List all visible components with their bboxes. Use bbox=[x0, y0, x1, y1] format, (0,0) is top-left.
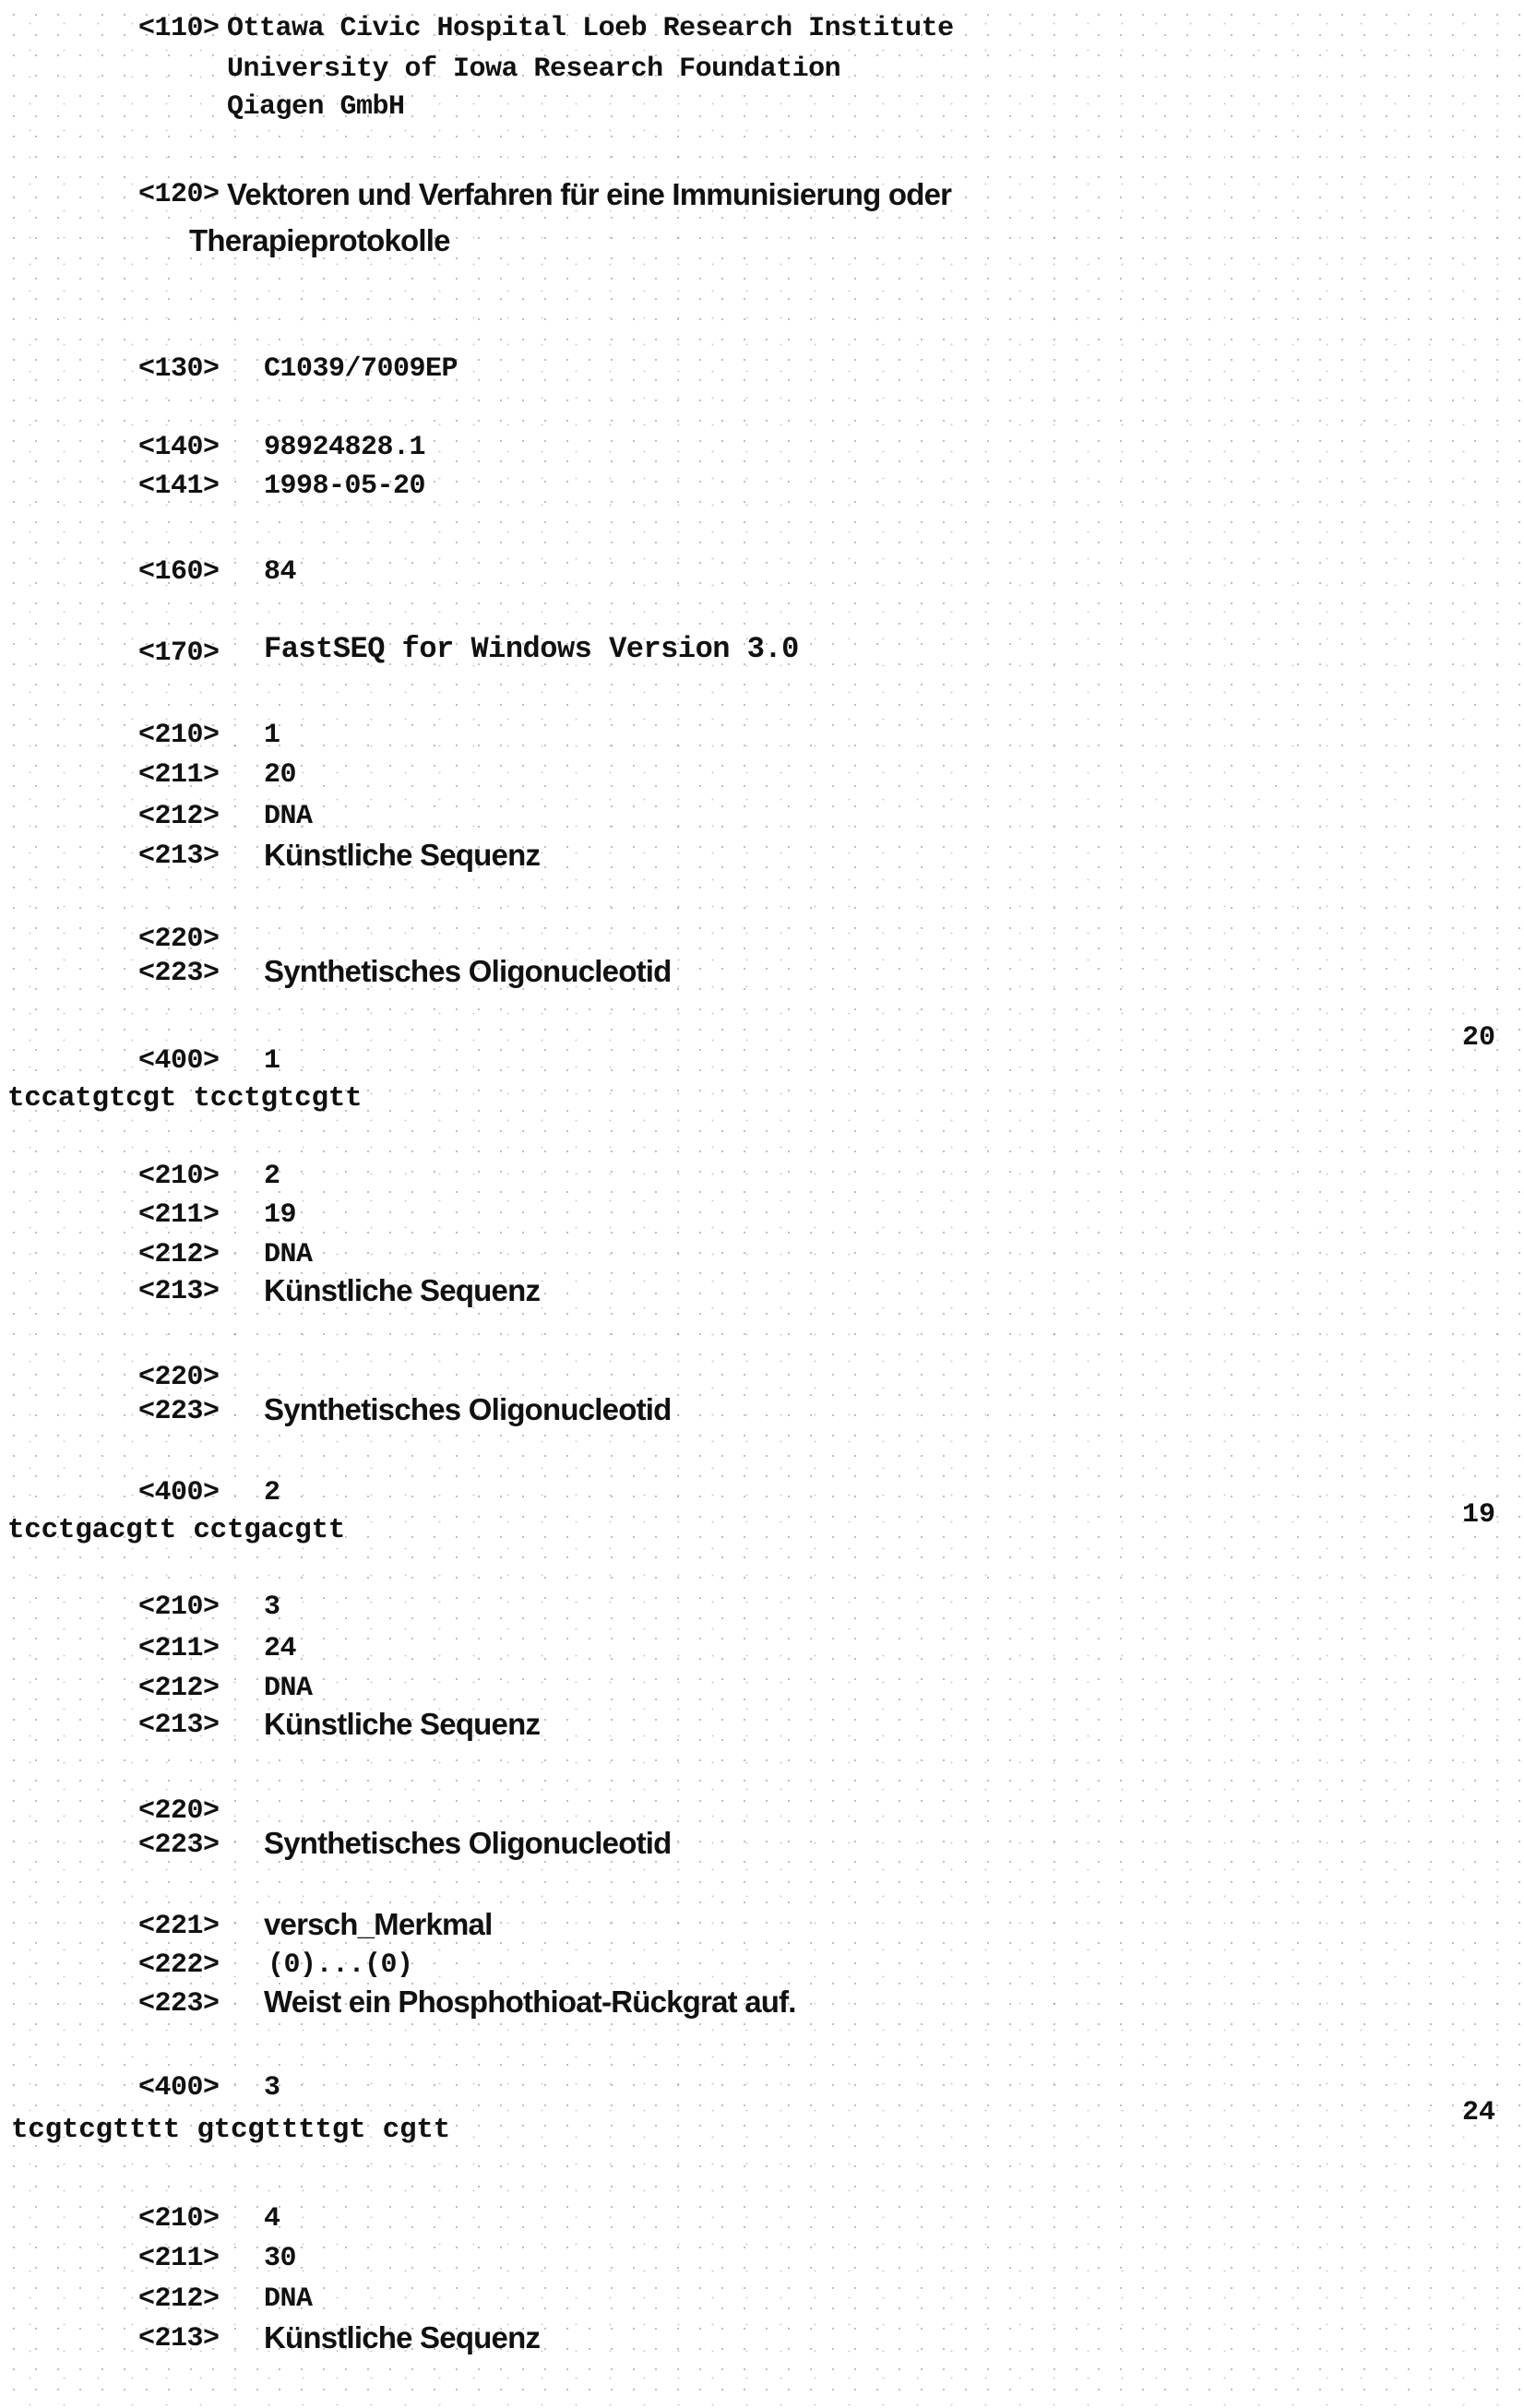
field-tag: <212> bbox=[138, 801, 220, 832]
other-information: Synthetisches Oligonucleotid bbox=[264, 954, 672, 988]
filing-date: 1998-05-20 bbox=[264, 471, 426, 502]
field-tag: <210> bbox=[138, 1591, 220, 1623]
sequence-length: 24 bbox=[264, 1633, 297, 1664]
field-tag: <400> bbox=[138, 1045, 220, 1077]
field-tag: <223> bbox=[138, 958, 220, 989]
residue-count: 19 bbox=[1462, 1499, 1496, 1531]
field-tag: <223> bbox=[138, 1988, 220, 2020]
invention-title-line1: Vektoren und Verfahren für eine Immunisierung oder bbox=[227, 177, 952, 211]
organism: Künstliche Sequenz bbox=[264, 1707, 541, 1741]
file-reference: C1039/7009EP bbox=[264, 353, 458, 385]
applicant-3: Qiagen GmbH bbox=[227, 91, 405, 123]
field-tag: <220> bbox=[138, 924, 220, 955]
sequence-type: DNA bbox=[264, 1239, 313, 1270]
feature-location: (0)...(0) bbox=[268, 1949, 413, 1981]
field-tag: <220> bbox=[138, 1362, 220, 1393]
sequence-number: 1 bbox=[264, 1045, 280, 1077]
field-tag: <221> bbox=[138, 1911, 220, 1942]
sequence-id: 1 bbox=[264, 720, 280, 751]
organism: Künstliche Sequenz bbox=[264, 2320, 541, 2354]
field-tag: <170> bbox=[138, 638, 220, 669]
field-tag: <210> bbox=[138, 2203, 220, 2235]
field-tag: <213> bbox=[138, 840, 220, 872]
field-tag: <223> bbox=[138, 1396, 220, 1427]
residue-count: 24 bbox=[1462, 2097, 1496, 2128]
field-tag: <211> bbox=[138, 2243, 220, 2274]
other-information: Synthetisches Oligonucleotid bbox=[264, 1826, 672, 1860]
field-tag: <211> bbox=[138, 1199, 220, 1231]
nucleotide-sequence: tcgtcgtttt gtcgttttgt cgtt bbox=[11, 2114, 450, 2146]
software-version: FastSEQ for Windows Version 3.0 bbox=[264, 632, 799, 666]
feature-name-key: versch_Merkmal bbox=[264, 1907, 493, 1941]
field-tag: <213> bbox=[138, 2323, 220, 2354]
field-tag: <160> bbox=[138, 556, 220, 588]
field-tag: <212> bbox=[138, 1673, 220, 1704]
field-tag: <130> bbox=[138, 353, 220, 385]
field-tag: <211> bbox=[138, 759, 220, 791]
field-tag: <220> bbox=[138, 1795, 220, 1827]
applicant-2: University of Iowa Research Foundation bbox=[227, 54, 841, 85]
sequence-type: DNA bbox=[264, 1673, 313, 1704]
sequence-number: 3 bbox=[264, 2072, 280, 2104]
sequence-length: 19 bbox=[264, 1199, 297, 1231]
sequence-length: 30 bbox=[264, 2243, 297, 2274]
sequence-number: 2 bbox=[264, 1477, 280, 1508]
sequence-count: 84 bbox=[264, 556, 297, 588]
residue-count: 20 bbox=[1462, 1022, 1496, 1054]
field-tag: <212> bbox=[138, 2283, 220, 2315]
sequence-id: 3 bbox=[264, 1591, 280, 1623]
sequence-length: 20 bbox=[264, 759, 297, 791]
sequence-id: 2 bbox=[264, 1161, 280, 1192]
nucleotide-sequence: tccatgtcgt tcctgtcgtt bbox=[7, 1082, 363, 1115]
nucleotide-sequence: tcctgacgtt cctgacgtt bbox=[7, 1514, 346, 1546]
field-tag: <213> bbox=[138, 1710, 220, 1741]
application-number: 98924828.1 bbox=[264, 432, 426, 463]
field-tag: <120> bbox=[138, 179, 220, 210]
field-tag: <210> bbox=[138, 720, 220, 751]
invention-title-line2: Therapieprotokolle bbox=[189, 223, 450, 257]
field-tag: <213> bbox=[138, 1276, 220, 1307]
organism: Künstliche Sequenz bbox=[264, 838, 541, 872]
other-information: Synthetisches Oligonucleotid bbox=[264, 1392, 672, 1426]
field-tag: <222> bbox=[138, 1949, 220, 1981]
applicant-1: Ottawa Civic Hospital Loeb Research Institute bbox=[227, 13, 954, 44]
field-tag: <400> bbox=[138, 1477, 220, 1508]
field-tag: <210> bbox=[138, 1161, 220, 1192]
field-tag: <140> bbox=[138, 432, 220, 463]
sequence-id: 4 bbox=[264, 2203, 280, 2235]
organism: Künstliche Sequenz bbox=[264, 1273, 541, 1307]
feature-description: Weist ein Phosphothioat-Rückgrat auf. bbox=[264, 1985, 796, 2019]
field-tag: <211> bbox=[138, 1633, 220, 1664]
sequence-type: DNA bbox=[264, 801, 313, 832]
field-tag: <110> bbox=[138, 13, 220, 44]
sequence-type: DNA bbox=[264, 2283, 313, 2315]
field-tag: <212> bbox=[138, 1239, 220, 1270]
field-tag: <223> bbox=[138, 1830, 220, 1861]
field-tag: <141> bbox=[138, 471, 220, 502]
field-tag: <400> bbox=[138, 2072, 220, 2104]
